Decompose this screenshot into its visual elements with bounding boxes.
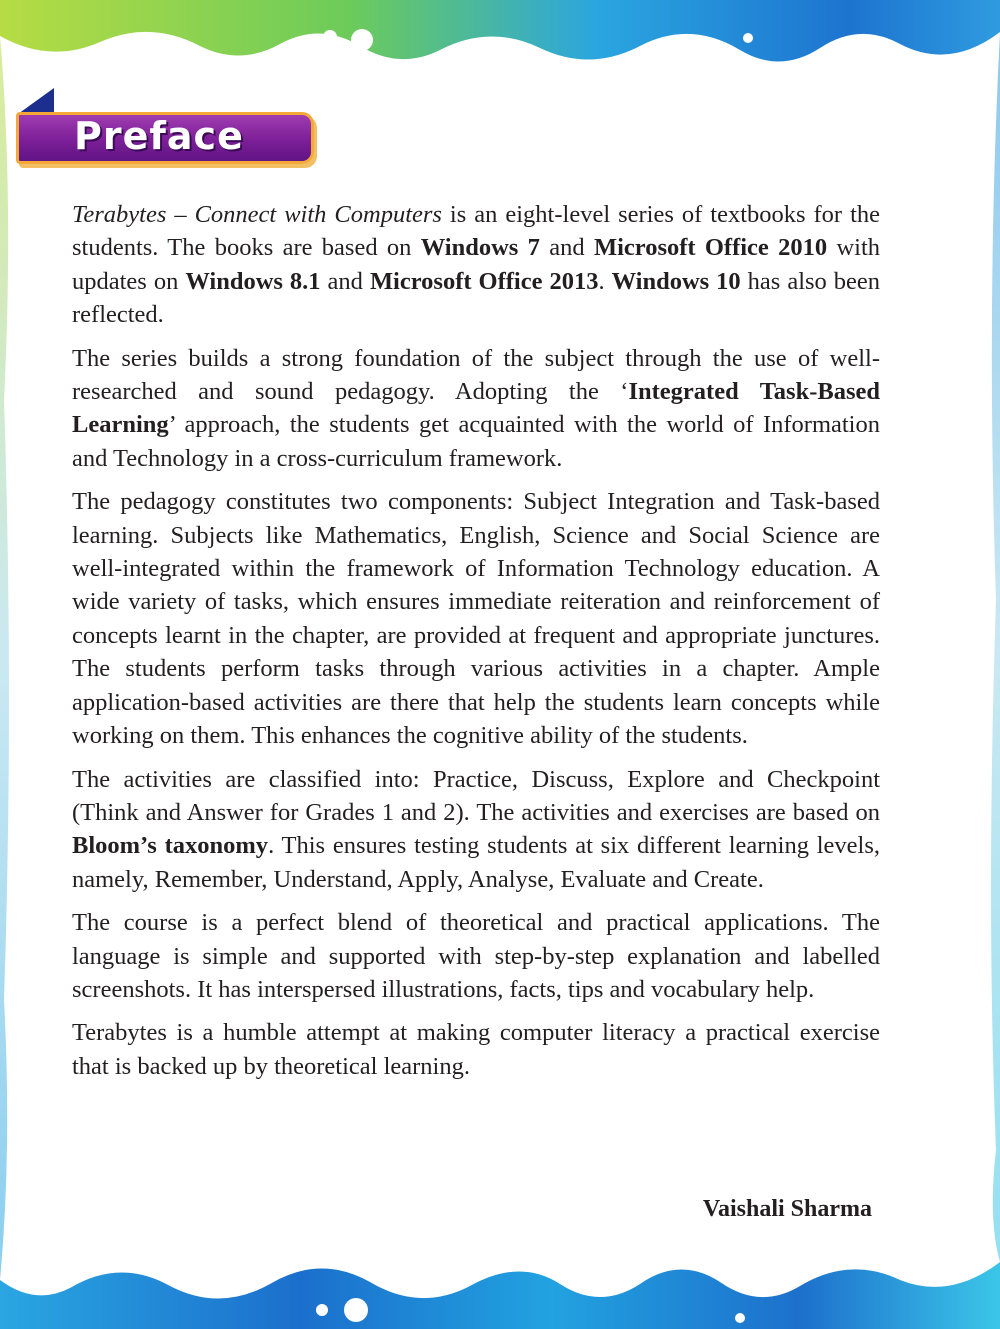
paragraph-5: The course is a perfect blend of theoretical and practical applications. The language is simple and supported with step-by-step explanation and labelled screenshots. It has interspersed illustrations, facts, tips and vocabulary help. (72, 909, 880, 1003)
bold-approach-name: Integrated Task-Based Learning (72, 378, 880, 439)
paragraph-4: The activities are classified into: Practice, Discuss, Explore and Checkpoint (Think and Answer for Grades 1 and 2). The activities and exercises are based on Bloom’s taxonomy. This ensures testing students at six different learning levels, namely, Remember, Understand, Apply, Analyse, Evaluate and Create. (72, 765, 881, 893)
paragraph-3: The pedagogy constitutes two components: Subject Integration and Task-based learning. Subjects like Mathematics, English, Science and Social Science are well-integrated within the framework of Information Technology education. A wide variety of tasks, which ensures immediate reiteration and reinforcement of concepts learnt in the chapter, are provided at frequent and appropriate junctures. The students perform tasks through various activities in a chapter. Ample application-based activities are there that help the students learn concepts while working on them. This enhances the cognitive ability of the students. (72, 488, 880, 750)
author-signature: Vaishali Sharma (702, 1196, 872, 1222)
bold-office-2013: Microsoft Office 2013 (369, 267, 599, 295)
heading-flag-shape (18, 88, 54, 114)
heading-banner (14, 88, 314, 172)
bold-windows-81: Windows 8.1 (185, 267, 321, 295)
left-edge-band (0, 36, 9, 1280)
paragraph-2: The series builds a strong foundation of the subject through the use of well-researched and sound pedagogy. Adopting the ‘Integrated Task-Based Learning’ approach, the students get acquainted with the world of Information and Technology in a cross-curriculum framework. (72, 344, 880, 472)
bold-windows-7: Windows 7 (420, 234, 540, 262)
preface-body (72, 198, 880, 1093)
bold-blooms-taxonomy: Bloom’s taxonomy (72, 832, 269, 860)
bottom-wave-band (0, 1262, 1000, 1329)
paragraph-1: Terabytes – Connect with Computers is an eight-level series of textbooks for the students. The books are based on Windows 7 and Microsoft Office 2010 with updates on Windows 8.1 and Microsoft Office 2013. Windows 10 has also been reflected. (72, 201, 881, 329)
right-edge-band (991, 32, 1000, 1262)
bold-windows-10: Windows 10 (611, 267, 741, 295)
series-name: Terabytes – Connect with Computers (72, 201, 442, 228)
page-title: Preface (74, 114, 244, 158)
top-wave-band (0, 0, 1000, 62)
bold-office-2010: Microsoft Office 2010 (593, 234, 828, 262)
paragraph-6: Terabytes is a humble attempt at making computer literacy a practical exercise that is backed up by theoretical learning. (72, 1019, 880, 1080)
